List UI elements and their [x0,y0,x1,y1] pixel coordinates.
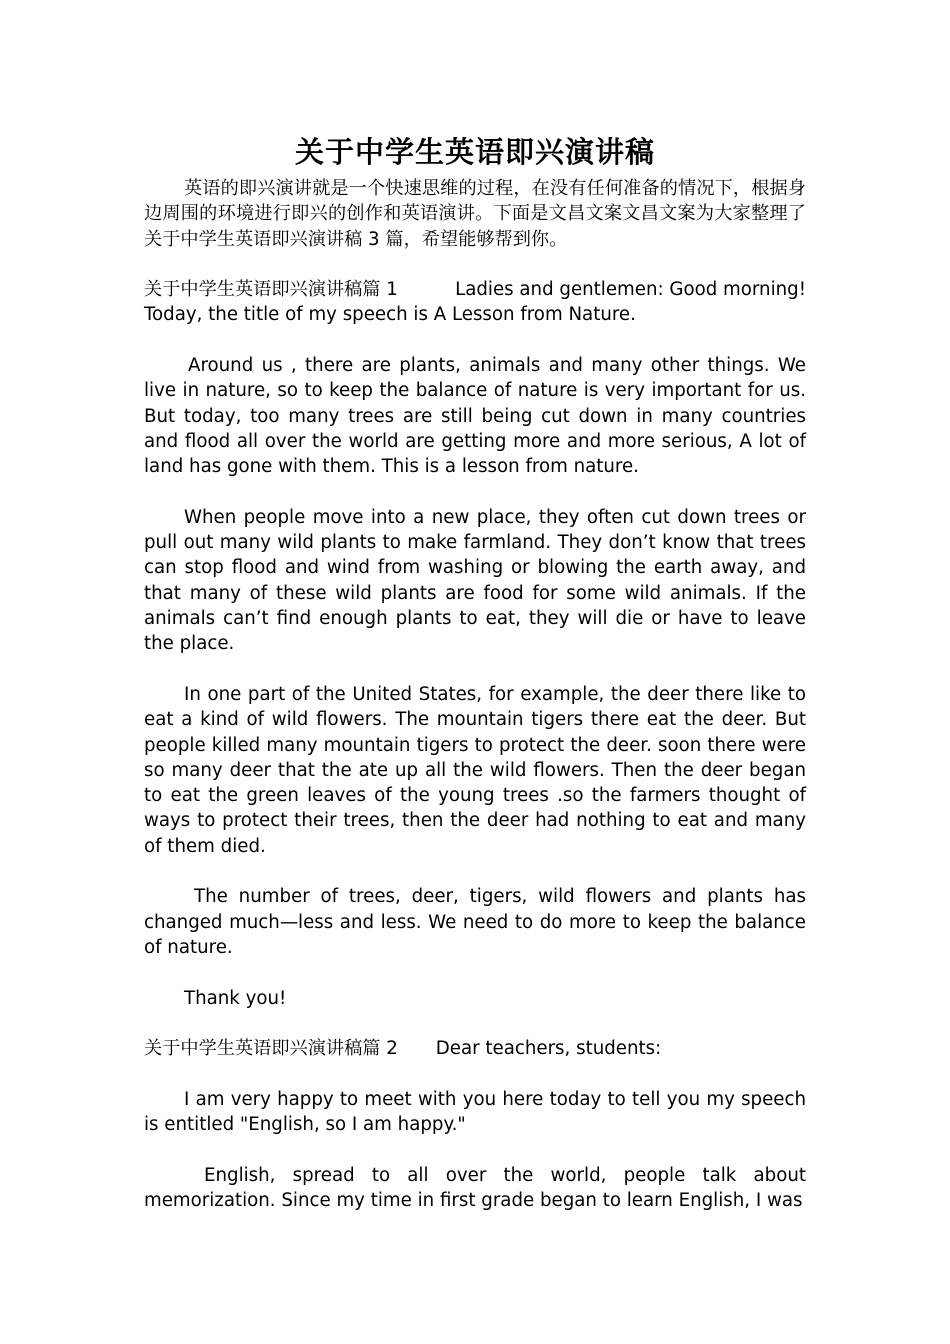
intro-paragraph: 英语的即兴演讲就是一个快速思维的过程，在没有任何准备的情况下，根据身边周围的环境进行即兴的创作和英语演讲。下面是文昌文案文昌文案为大家整理了关于中学生英语即兴演讲稿 3 篇，希望能够帮到你。 [144,178,806,250]
spacer [144,480,806,505]
speech2-paragraph-2: English, spread to all over the world, people talk about memorization. Since my time in first grade began to learn English, I was [144,1164,806,1211]
speech1-greeting: Ladies and gentlemen: Good morning! [455,279,806,301]
document-page [144,128,806,1213]
speech1-heading: 关于中学生英语即兴演讲稿篇 1 [144,279,398,301]
speech1-paragraph-2: When people move into a new place, they often cut down trees or pull out many wild plants to make farmland. They don’t know that trees can stop flood and wind from washing or blowing the earth away, and that many of these wild plants are food for some wild animals. If the animals can’t find enough plants to eat, they will die or have to leave the place. [144,506,806,655]
speech2-greeting: Dear teachers, students: [435,1038,662,1060]
speech2-heading: 关于中学生英语即兴演讲稿篇 2 [144,1038,398,1060]
spacer [144,1137,806,1162]
speech2-paragraph-1: I am very happy to meet with you here today to tell you my speech is entitled "English, so I am happy." [144,1088,806,1135]
spacer [144,960,806,985]
spacer [144,859,806,884]
speech1-heading-line [144,277,806,302]
speech1-title-line: Today, the title of my speech is A Lesson from Nature. [144,304,636,326]
spacer [144,1061,806,1086]
speech1-paragraph-4: The number of trees, deer, tigers, wild flowers and plants has changed much—less and less. We need to do more to keep the balance of nature. [144,886,806,958]
spacer [144,657,806,682]
document-title: 关于中学生英语即兴演讲稿 [294,135,655,169]
speech2-heading-line [144,1036,806,1061]
spacer [144,252,806,277]
spacer [144,328,806,353]
spacer [144,1011,806,1036]
speech1-closing: Thank you! [184,987,287,1009]
speech1-paragraph-3: In one part of the United States, for example, the deer there like to eat a kind of wild flowers. The mountain tigers there eat the deer. But people killed many mountain tigers to protect the deer. soon there were so many deer that the ate up all the wild flowers. Then the deer began to eat the green leaves of the young trees .so the farmers thought of ways to protect their trees, then the deer had nothing to eat and many of them died. [144,683,806,857]
speech1-paragraph-1: Around us , there are plants, animals and many other things. We live in nature, so to keep the balance of nature is very important for us. But today, too many trees are still being cut down in many countries and flood all over the world are getting more and more serious, A lot of land has gone with them. This is a lesson from nature. [144,355,806,478]
